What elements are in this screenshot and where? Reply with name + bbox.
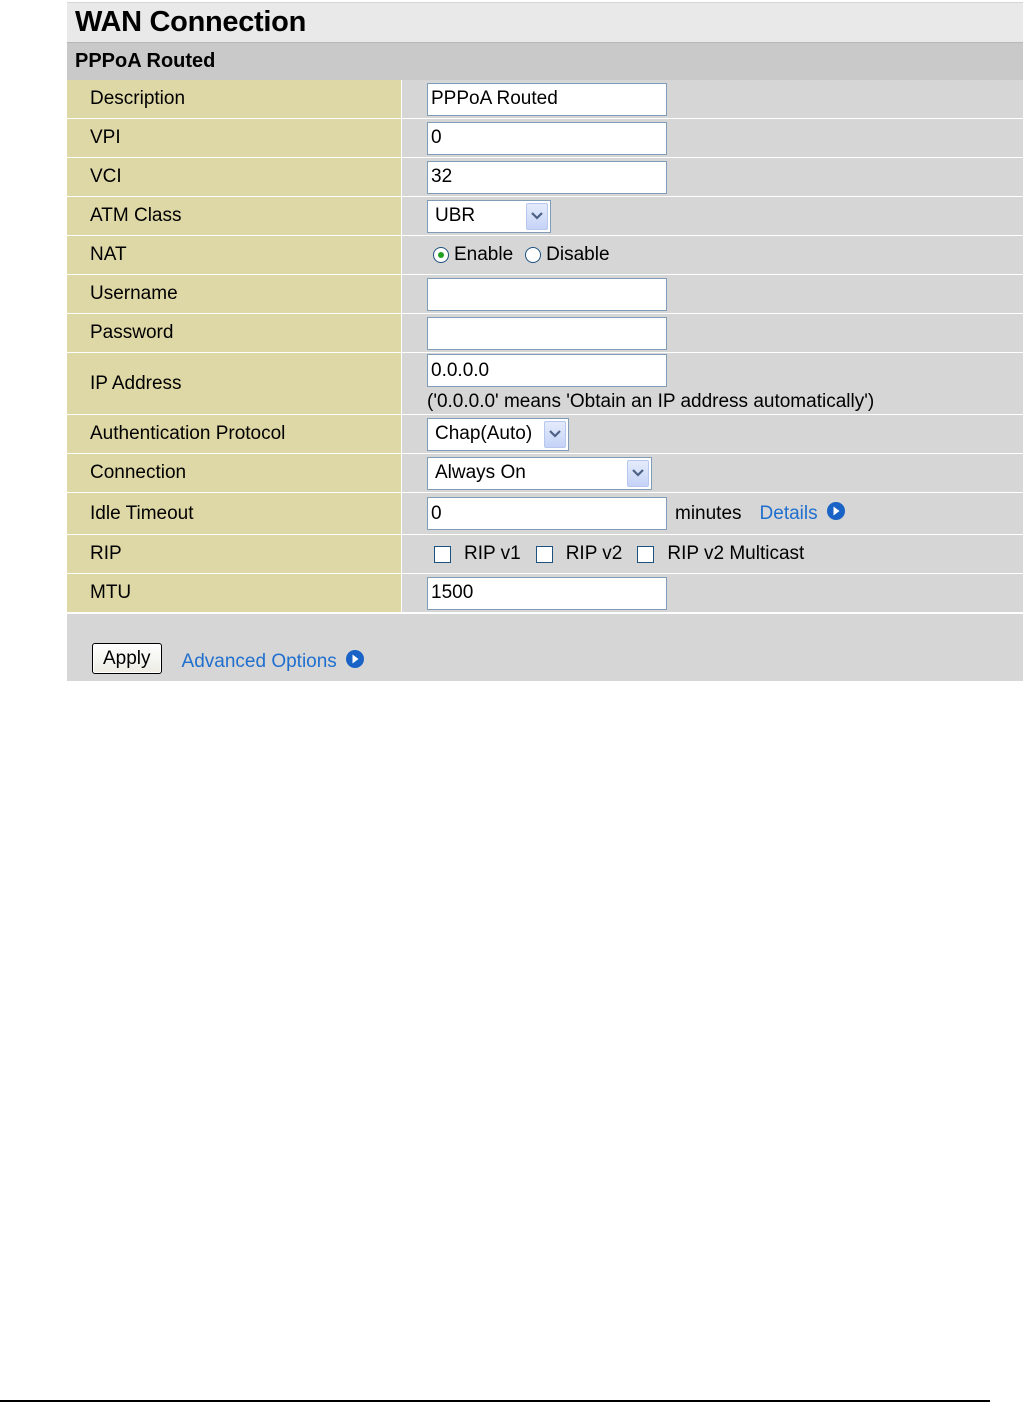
password-field-cell [402,314,1023,352]
vci-field-cell [402,158,1023,196]
mtu-input[interactable]: 1500 [427,577,667,610]
ip-address-row [67,353,1023,415]
nat-row [67,236,1023,275]
nat-disable-radio[interactable] [525,247,541,263]
chevron-down-icon[interactable] [544,421,566,448]
connection-value: Always On [435,462,526,483]
username-label: Username [67,275,402,313]
mtu-row [67,574,1023,613]
circle-arrow-right-icon[interactable] [345,649,365,674]
page-title-bar [67,2,1023,42]
radio-selected-dot [438,252,444,258]
vci-label: VCI [67,158,402,196]
vci-row [67,158,1023,197]
username-row [67,275,1023,314]
form-footer [67,613,1023,681]
mtu-field-cell [402,574,1023,612]
vpi-label: VPI [67,119,402,157]
rip-v1-label: RIP v1 [464,543,521,564]
circle-arrow-right-icon[interactable] [826,501,846,527]
auth-protocol-value: Chap(Auto) [435,423,533,444]
apply-button[interactable]: Apply [92,643,162,674]
rip-field-cell [402,535,1023,573]
wan-connection-panel [67,2,1023,681]
rip-checkbox-group [427,543,812,565]
idle-timeout-unit: minutes [675,502,742,524]
password-row [67,314,1023,353]
chevron-down-icon[interactable] [627,460,649,487]
rip-v2-multicast-checkbox[interactable] [637,546,654,563]
nat-enable-label: Enable [454,244,514,265]
password-input[interactable] [427,317,667,350]
advanced-options-link-wrap[interactable] [182,649,365,674]
nat-label: NAT [67,236,402,274]
idle-timeout-label: Idle Timeout [67,493,402,534]
nat-disable-label: Disable [546,244,610,265]
rip-v2-multicast-label: RIP v2 Multicast [667,543,805,564]
nat-enable-radio[interactable] [433,247,449,263]
details-link[interactable]: Details [759,502,818,524]
atm-class-select[interactable] [427,200,551,233]
section-title: PPPoA Routed [75,50,216,72]
description-field-cell [402,80,1023,118]
atm-class-field-cell [402,197,1023,235]
nat-field-cell [402,236,1023,274]
advanced-options-link[interactable]: Advanced Options [181,650,337,672]
vpi-field-cell [402,119,1023,157]
vpi-input[interactable]: 0 [427,122,667,155]
description-label: Description [67,80,402,118]
page-bottom-rule [0,1400,990,1402]
rip-v2-label: RIP v2 [565,543,623,564]
nat-radio-group [427,244,618,266]
vci-input[interactable]: 32 [427,161,667,194]
connection-row [67,454,1023,493]
description-input[interactable]: PPPoA Routed [427,83,667,116]
idle-timeout-row [67,493,1023,535]
vpi-row [67,119,1023,158]
connection-field-cell [402,454,1023,492]
rip-row [67,535,1023,574]
ip-address-input[interactable]: 0.0.0.0 [427,354,667,387]
atm-class-label: ATM Class [67,197,402,235]
auth-protocol-field-cell [402,415,1023,453]
connection-label: Connection [67,454,402,492]
auth-protocol-label: Authentication Protocol [67,415,402,453]
auth-protocol-select[interactable] [427,418,569,451]
ip-address-label: IP Address [67,353,402,414]
idle-timeout-field-cell [402,493,1023,534]
page-title: WAN Connection [75,6,307,38]
ip-address-hint: ('0.0.0.0' means 'Obtain an IP address automatically') [427,391,875,412]
rip-v1-checkbox[interactable] [434,546,451,563]
section-header [67,42,1023,80]
chevron-down-icon[interactable] [526,203,548,230]
mtu-label: MTU [67,574,402,612]
auth-protocol-row [67,415,1023,454]
details-link-wrap[interactable] [760,501,846,527]
password-label: Password [67,314,402,352]
atm-class-row [67,197,1023,236]
username-field-cell [402,275,1023,313]
rip-v2-checkbox[interactable] [536,546,553,563]
ip-address-field-cell [402,353,1023,414]
idle-timeout-input[interactable]: 0 [427,497,667,530]
username-input[interactable] [427,278,667,311]
rip-label: RIP [67,535,402,573]
atm-class-value: UBR [435,205,476,226]
description-row [67,80,1023,119]
connection-select[interactable] [427,457,652,490]
